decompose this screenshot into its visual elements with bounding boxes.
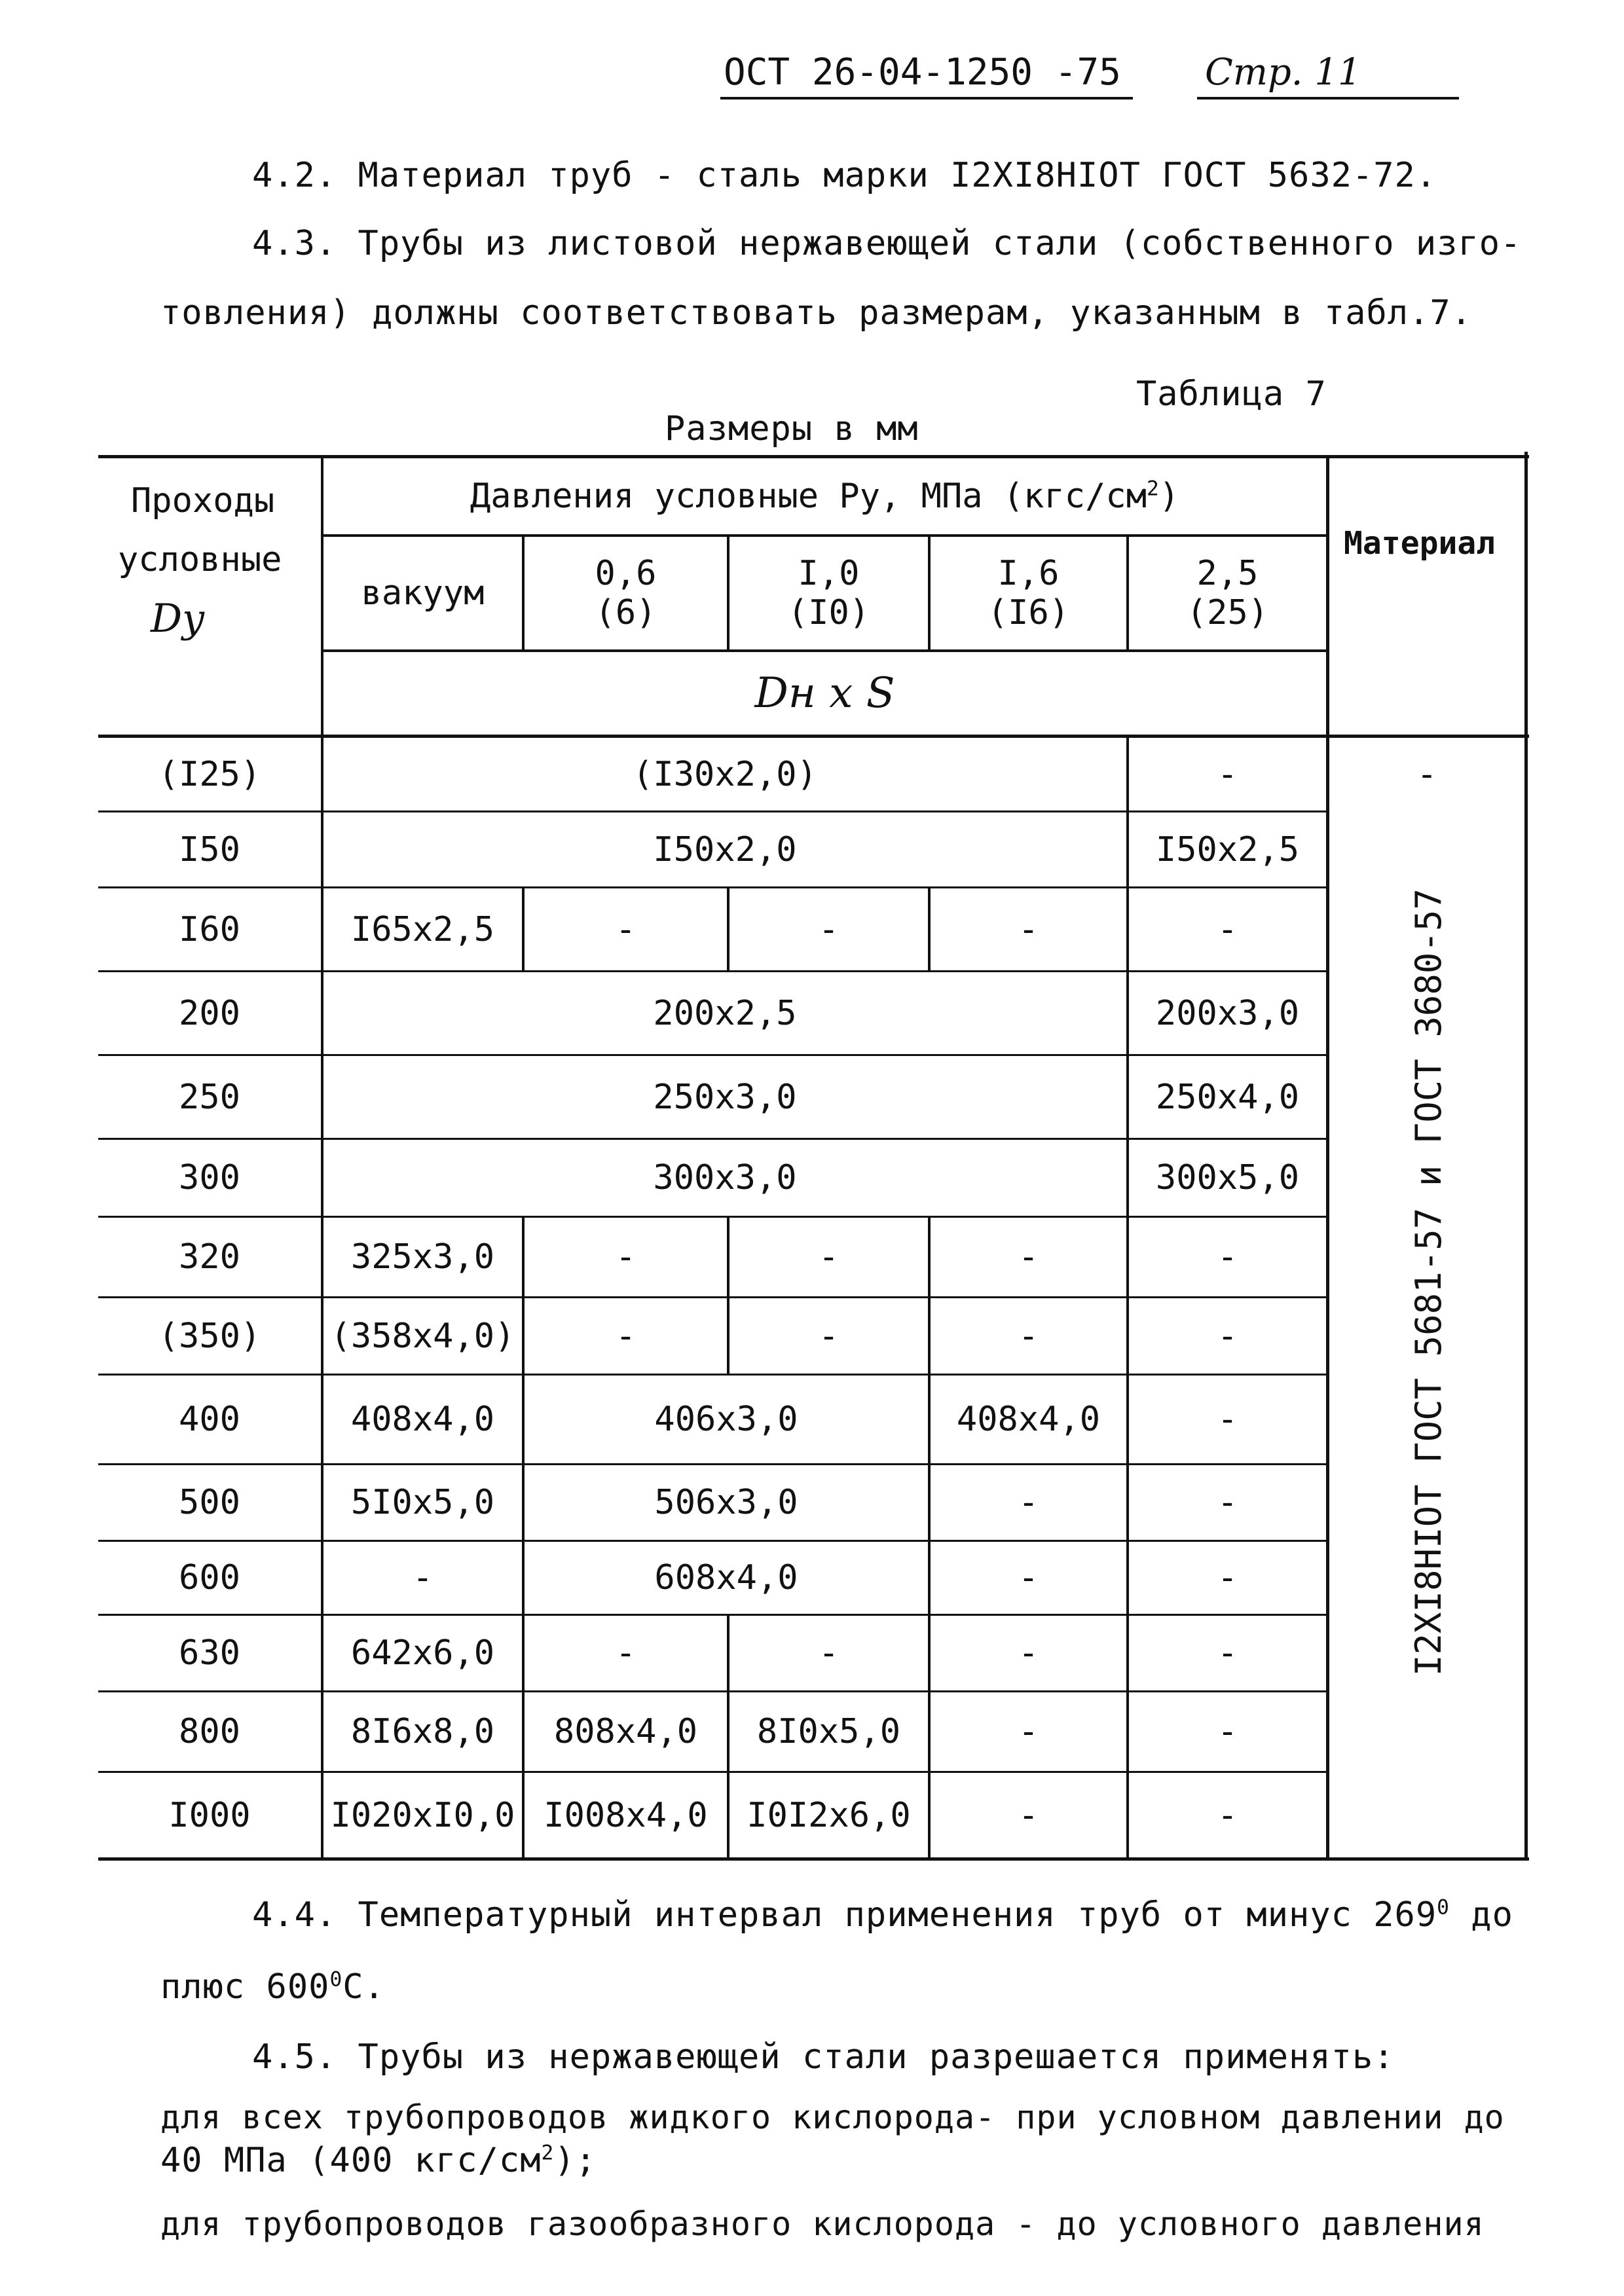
vac-cell: (358x4,0) — [330, 1316, 515, 1356]
header-underline-left — [720, 97, 1133, 100]
dy-cell: 630 — [179, 1633, 240, 1673]
pressure-title-text: Давления условные Ру, МПа $(кгс/см^2)$ — [470, 477, 1180, 516]
p16-cell: - — [1018, 1316, 1039, 1356]
table-caption: Таблица 7 — [1136, 374, 1327, 414]
header-p16: I,6 (I6) — [987, 554, 1070, 632]
dy-cell: 600 — [179, 1558, 240, 1597]
vac-cell: I020xI0,0 — [330, 1795, 515, 1835]
document-code: ОСТ 26-04-1250 -75 — [724, 51, 1121, 94]
paragraph-4-3-line2: товления) должны соответствовать размерам, указанным в табл.7. — [160, 293, 1473, 333]
paragraph-4-4-line1: 4.4. Температурный интервал применения труб от минус $269^0$ до — [252, 1895, 1513, 1935]
p10-cell: - — [818, 1316, 840, 1356]
material-top-cell: - — [1416, 754, 1437, 794]
p16-cell: - — [1018, 1483, 1039, 1522]
span0610-cell: 608x4,0 — [654, 1558, 798, 1597]
paragraph-4-3-line1: 4.3. Трубы из листовой нержавеющей стали (собственного изго- — [252, 224, 1522, 263]
material-vertical-text: I2XI8HIOT ГОСТ 5681-57 и ГОСТ 3680-57 — [1408, 888, 1449, 1676]
dy-cell: 320 — [179, 1237, 240, 1277]
p25-cell: I50x2,5 — [1155, 829, 1300, 869]
header-dn-x-s: Dн x S — [754, 669, 895, 718]
p25-cell: - — [1217, 909, 1238, 949]
table-row — [98, 1056, 321, 1138]
span-cell: (I30x2,0) — [633, 754, 817, 794]
p16-cell: - — [1018, 1712, 1039, 1751]
p25-cell: - — [1217, 1237, 1238, 1277]
paragraph-4-5-line3: 40 МПа (400 кгс/$см^2$); — [160, 2141, 597, 2180]
dy-cell: 800 — [179, 1712, 240, 1751]
table-row — [98, 1218, 321, 1296]
table-row — [98, 738, 321, 811]
p10-cell: - — [818, 909, 840, 949]
paragraph-4-5-line1: 4.5. Трубы из нержавеющей стали разрешается применять: — [252, 2037, 1395, 2077]
p25-cell: 250x4,0 — [1155, 1077, 1300, 1117]
span0610-cell: 406x3,0 — [654, 1400, 798, 1439]
p25-cell: - — [1217, 1712, 1238, 1751]
vac-cell: 642x6,0 — [350, 1633, 495, 1673]
table-row — [98, 888, 321, 970]
table-row — [98, 1616, 321, 1690]
header-material — [1329, 458, 1540, 629]
dy-cell: (I25) — [158, 754, 261, 794]
dy-cell: 400 — [179, 1400, 240, 1439]
header-vacuum: вакуум — [361, 574, 485, 613]
p25-cell: - — [1217, 1400, 1238, 1439]
p25-cell: 300x5,0 — [1155, 1158, 1300, 1197]
paragraph-4-4-line2: плюс $600^0С$. — [160, 1967, 385, 2007]
table-row — [98, 1773, 321, 1857]
page-number: Стр. 11 — [1205, 51, 1361, 94]
p16-cell: - — [1018, 909, 1039, 949]
header-material-text: Материал — [1344, 525, 1496, 562]
p10-cell: - — [818, 1237, 840, 1277]
p25-cell: - — [1217, 1316, 1238, 1356]
span-cell: 200x2,5 — [653, 993, 797, 1033]
table-row — [98, 972, 321, 1054]
header-p10: I,0 (I0) — [787, 554, 870, 632]
span-cell: 250x3,0 — [653, 1077, 797, 1117]
table-row — [98, 1298, 321, 1374]
vac-cell: - — [412, 1558, 434, 1597]
header-pressure-title — [322, 458, 1327, 534]
p10-cell: 8I0x5,0 — [756, 1712, 901, 1751]
dy-cell: I60 — [179, 909, 240, 949]
dy-cell: 200 — [179, 993, 240, 1033]
table-row — [98, 1542, 321, 1614]
p10-cell: - — [818, 1633, 840, 1673]
p16-cell: - — [1018, 1633, 1039, 1673]
header-dy-line1: Проходы — [131, 481, 275, 520]
header-dy-line2: условные — [118, 540, 282, 579]
header-underline-right — [1197, 97, 1459, 100]
table-units: Размеры в мм — [665, 409, 919, 448]
dy-cell: I000 — [168, 1795, 251, 1835]
paragraph-4-2: 4.2. Материал труб - сталь марки I2XI8HIOT ГОСТ 5632-72. — [252, 156, 1437, 195]
p16-cell: 408x4,0 — [956, 1400, 1101, 1439]
paragraph-4-5-line2: для всех трубопроводов жидкого кислорода- при условном давлении до — [160, 2098, 1505, 2136]
vac-cell: I65x2,5 — [350, 909, 495, 949]
vac-cell: 325x3,0 — [350, 1237, 495, 1277]
header-dy-line2-cell — [98, 540, 341, 579]
p25-cell: - — [1217, 754, 1238, 794]
vac-cell: 8I6x8,0 — [350, 1712, 495, 1751]
p06-cell: - — [615, 1237, 637, 1277]
table-row — [98, 1140, 321, 1216]
p16-cell: - — [1018, 1237, 1039, 1277]
p16-cell: - — [1018, 1795, 1039, 1835]
header-p25: 2,5 (25) — [1186, 554, 1269, 632]
table-row — [98, 812, 321, 886]
header-dy — [98, 481, 354, 520]
table-row — [98, 1376, 321, 1463]
p06-cell: - — [615, 909, 637, 949]
table-row — [98, 1465, 321, 1540]
p06-cell: - — [615, 1633, 637, 1673]
header-dy-line3: Dу — [151, 596, 205, 642]
vac-cell: 408x4,0 — [350, 1400, 495, 1439]
dy-cell: I50 — [179, 829, 240, 869]
paragraph-4-5-line4: для трубопроводов газообразного кислорода - до условного давления — [160, 2205, 1485, 2243]
p16-cell: - — [1018, 1558, 1039, 1597]
p10-cell: I0I2x6,0 — [747, 1795, 911, 1835]
p06-cell: 808x4,0 — [553, 1712, 698, 1751]
dy-cell: 500 — [179, 1483, 240, 1522]
vac-cell: 5I0x5,0 — [350, 1483, 495, 1522]
p25-cell: - — [1217, 1483, 1238, 1522]
p06-cell: - — [615, 1316, 637, 1356]
p25-cell: - — [1217, 1633, 1238, 1673]
span-cell: 300x3,0 — [653, 1158, 797, 1197]
p25-cell: - — [1217, 1558, 1238, 1597]
dy-cell: 300 — [179, 1158, 240, 1197]
header-p06: 0,6 (6) — [595, 554, 657, 632]
p25-cell: - — [1217, 1795, 1238, 1835]
p25-cell: 200x3,0 — [1155, 993, 1300, 1033]
table-row — [98, 1692, 321, 1771]
dy-cell: 250 — [179, 1077, 240, 1117]
p06-cell: I008x4,0 — [544, 1795, 708, 1835]
dy-cell: (350) — [158, 1316, 261, 1356]
span-cell: I50x2,0 — [653, 829, 797, 869]
span0610-cell: 506x3,0 — [654, 1483, 798, 1522]
